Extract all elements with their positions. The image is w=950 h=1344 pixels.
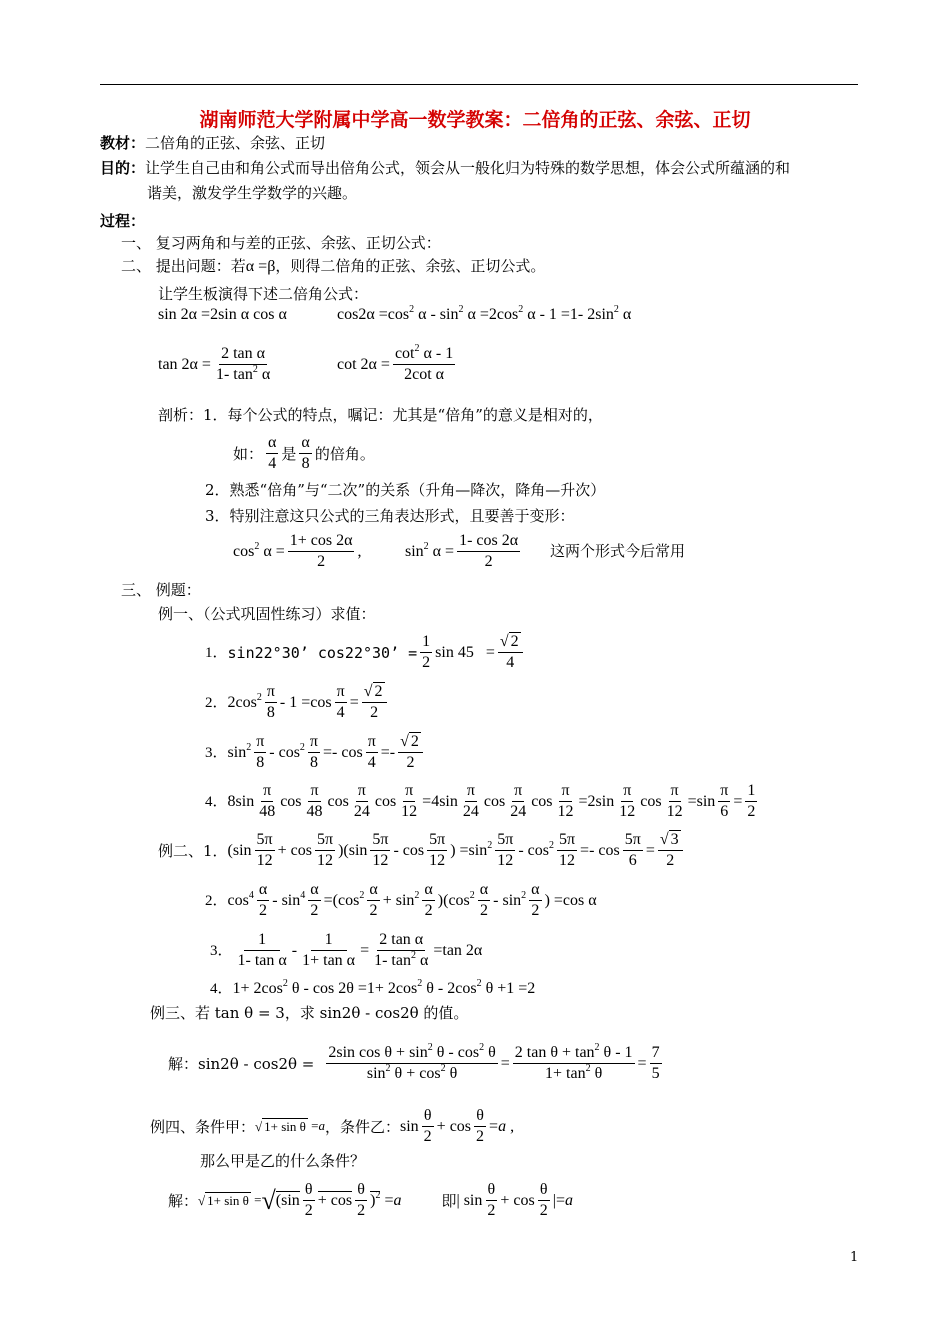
example-1-item-3: 3．$\sin^2$ $\frac{\pi}{8}$ - $\cos^2$ $\frac{\pi}{8}$ =- cos $\frac{\pi}{4}$ =- $\frac{√ 2}{2}$ (205, 732, 426, 773)
item-label: 3． (205, 744, 228, 761)
solution-label: 解： (168, 1191, 199, 1210)
objective-line-2: 谐美，激发学生学数学的兴趣。 (147, 184, 358, 202)
solution-label: 解：sin2θ - cos2θ = (168, 1054, 315, 1073)
condition-a-label: 例四、条件甲： (150, 1117, 256, 1136)
example-3-solution: 解：sin2θ - cos2θ = $\frac{2\sin \cos \theta + \sin^2 \theta - \cos^2 \theta}{\sin^2 \theta + \cos^2 \theta}$ = $\frac{2 \tan \theta + \tan^2 \theta - 1}{1+ \tan^2 \theta}$ = $\frac{7}{5}$ (168, 1042, 660, 1082)
example-4-solution: 解：√ 1+ sin θ =√(sin $\frac{\theta}{2}$ + cos $\frac{\theta}{2}$ )$^2$ =a 即| sin $\frac{\theta}{2}$ + cos $\frac{\theta}{2}$ |=a (168, 1181, 573, 1219)
item-label: 1． (205, 644, 228, 661)
step-3: 三、 例题： (121, 581, 201, 599)
formula-sin-square: $\sin^2 \alpha$ = $\frac{1- \cos 2\alpha}{2}$ (405, 532, 519, 570)
example-1-title: 例一、（公式巩固性练习）求值： (158, 605, 376, 623)
objective-text-1: 让学生自己由和角公式而导出倍角公式，领会从一般化归为特殊的数学思想，体会公式所蕴涵的和 (145, 159, 791, 177)
header-rule (100, 84, 858, 85)
formula-sin2a: sin 2α =2sin α cos α (158, 306, 287, 323)
example-prefix: 如： (233, 444, 264, 463)
example-4-title: 例四、条件甲：√ 1+ sin θ =a，条件乙：sin $\frac{\theta}{2}$ + cos $\frac{\theta}{2}$ =a , (150, 1107, 515, 1145)
example-2-item-2: 2．$\cos^4$ $\frac{\alpha}{2}$ - $\sin^4$ $\frac{\alpha}{2}$ $=(\cos^2$ $\frac{\alpha}{2}$ + $\sin^2$ $\frac{\alpha}{2}$ )($\cos^2$ $\frac{\alpha}{2}$ - $\sin^2$ $\frac{\alpha}{2}$ ) =cos α (205, 881, 597, 919)
example-4-question: 那么甲是乙的什么条件？ (200, 1152, 366, 1170)
example-2-item-1: 例二、1．(sin $\frac{5\pi}{12}$ + cos $\frac{5\pi}{12}$ )(sin $\frac{5\pi}{12}$ - cos $\frac{5\pi}{12}$ ) $=\sin^2$ $\frac{5\pi}{12}$ - $\cos^2$ $\frac{5\pi}{12}$ =- cos $\frac{5\pi}{6}$ = $\frac{√ 3}{2}$ (158, 830, 686, 871)
page-number: 1 (850, 1250, 859, 1265)
objective-label: 目的： (100, 159, 146, 177)
example-2-item-3: 3． $\frac{1}{\text{1- tan α}}$ - $\frac{1}{\text{1+ tan α}}$ = $\frac{\text{2 tan α}}{1- \tan^2 \alpha}$ =tan 2α (210, 931, 483, 969)
objective-line-1 (100, 159, 790, 177)
analysis-3: 3．特别注意这只公式的三角表达形式，且要善于变形： (205, 507, 575, 525)
formula-cos-square: $\cos^2 \alpha$ = $\frac{1+ \cos 2\alpha}{2}$ , (233, 532, 362, 570)
therefore-label: 即 (441, 1191, 457, 1210)
material-line (100, 134, 325, 152)
board-intro: 让学生板演得下述二倍角公式： (158, 285, 369, 303)
item-label: 4． (210, 981, 233, 998)
step-1: 一、 复习两角和与差的正弦、余弦、正切公式： (121, 234, 441, 252)
analysis-1: 剖析：1．每个公式的特点，嘱记：尤其是“倍角”的意义是相对的， (158, 406, 603, 424)
step-2-text-c: ，则得二倍角的正弦、余弦、正切公式。 (275, 257, 546, 275)
item-label: 2． (205, 694, 228, 711)
item-label: 3． (210, 942, 233, 959)
material-text: 二倍角的正弦、余弦、正切 (145, 134, 326, 152)
example-2-label: 例二、1． (158, 841, 228, 860)
process-label: 过程： (100, 212, 146, 230)
step-2-text-a: 二、 提出问题：若 (121, 257, 246, 275)
example-mid: 是 (281, 444, 297, 463)
common-form-note: 这两个形式今后常用 (550, 542, 686, 560)
condition-b-label: ，条件乙： (324, 1117, 400, 1136)
example-1-item-4: 4．8sin $\frac{\pi}{48}$ cos $\frac{\pi}{48}$ cos $\frac{\pi}{24}$ cos $\frac{\pi}{12}$ =4sin $\frac{\pi}{24}$ cos $\frac{\pi}{24}$ cos $\frac{\pi}{12}$ =2sin $\frac{\pi}{12}$ cos $\frac{\pi}{12}$ =sin $\frac{\pi}{6}$ = $\frac{1}{2}$ (205, 782, 756, 820)
step-2 (121, 257, 545, 276)
example-1-item-2: 2．$2\cos^2$ $\frac{\pi}{8}$ - 1 =cos $\frac{\pi}{4}$ = $\frac{√ 2}{2}$ (205, 682, 390, 723)
item-label: 2． (205, 892, 228, 909)
formula-cot2a: cot 2α = $\frac{\cot^2 \alpha - 1}{\text{2cot α}}$ (337, 343, 454, 383)
item-text: sin22°30’ cos22°30’ = (227, 643, 418, 662)
example-suffix: 的倍角。 (314, 444, 375, 463)
example-1-item-1: 1．sin22°30’ cos22°30’ = $\frac{1}{2}$ sin 45 = $\frac{√ 2}{4}$ (205, 632, 526, 673)
example-2-item-4: 4．$1+ 2\cos^2$ $\theta - \cos 2\theta =1+ 2\cos^2$ θ - $2\cos^2$ θ +1 =2 (210, 978, 536, 998)
example-3-title: 例三、若 tan θ = 3，求 sin2θ - cos2θ 的值。 (150, 1004, 469, 1022)
analysis-2: 2．熟悉“倍角”与“二次”的关系（升角—降次，降角—升次） (205, 481, 606, 499)
formula-cos2a: $\cos 2\alpha =\cos^2$ $\alpha - \sin^2 \alpha =2\cos^2$ α - 1 =1- $2\sin^2$ α (337, 304, 632, 323)
page-title: 湖南师范大学附属中学高一数学教案：二倍角的正弦、余弦、正切 (199, 109, 751, 131)
formula-tan2a: tan 2α = $\frac{\text{2 tan α}}{1- \tan^2 \alpha}$ (158, 345, 271, 383)
analysis-1-example: 如： $\frac{\alpha}{4}$ 是 $\frac{\alpha}{8}$ 的倍角。 (233, 434, 375, 472)
material-label: 教材： (100, 134, 146, 152)
item-label: 4． (205, 793, 228, 810)
step-2-condition: α =β (245, 258, 276, 275)
